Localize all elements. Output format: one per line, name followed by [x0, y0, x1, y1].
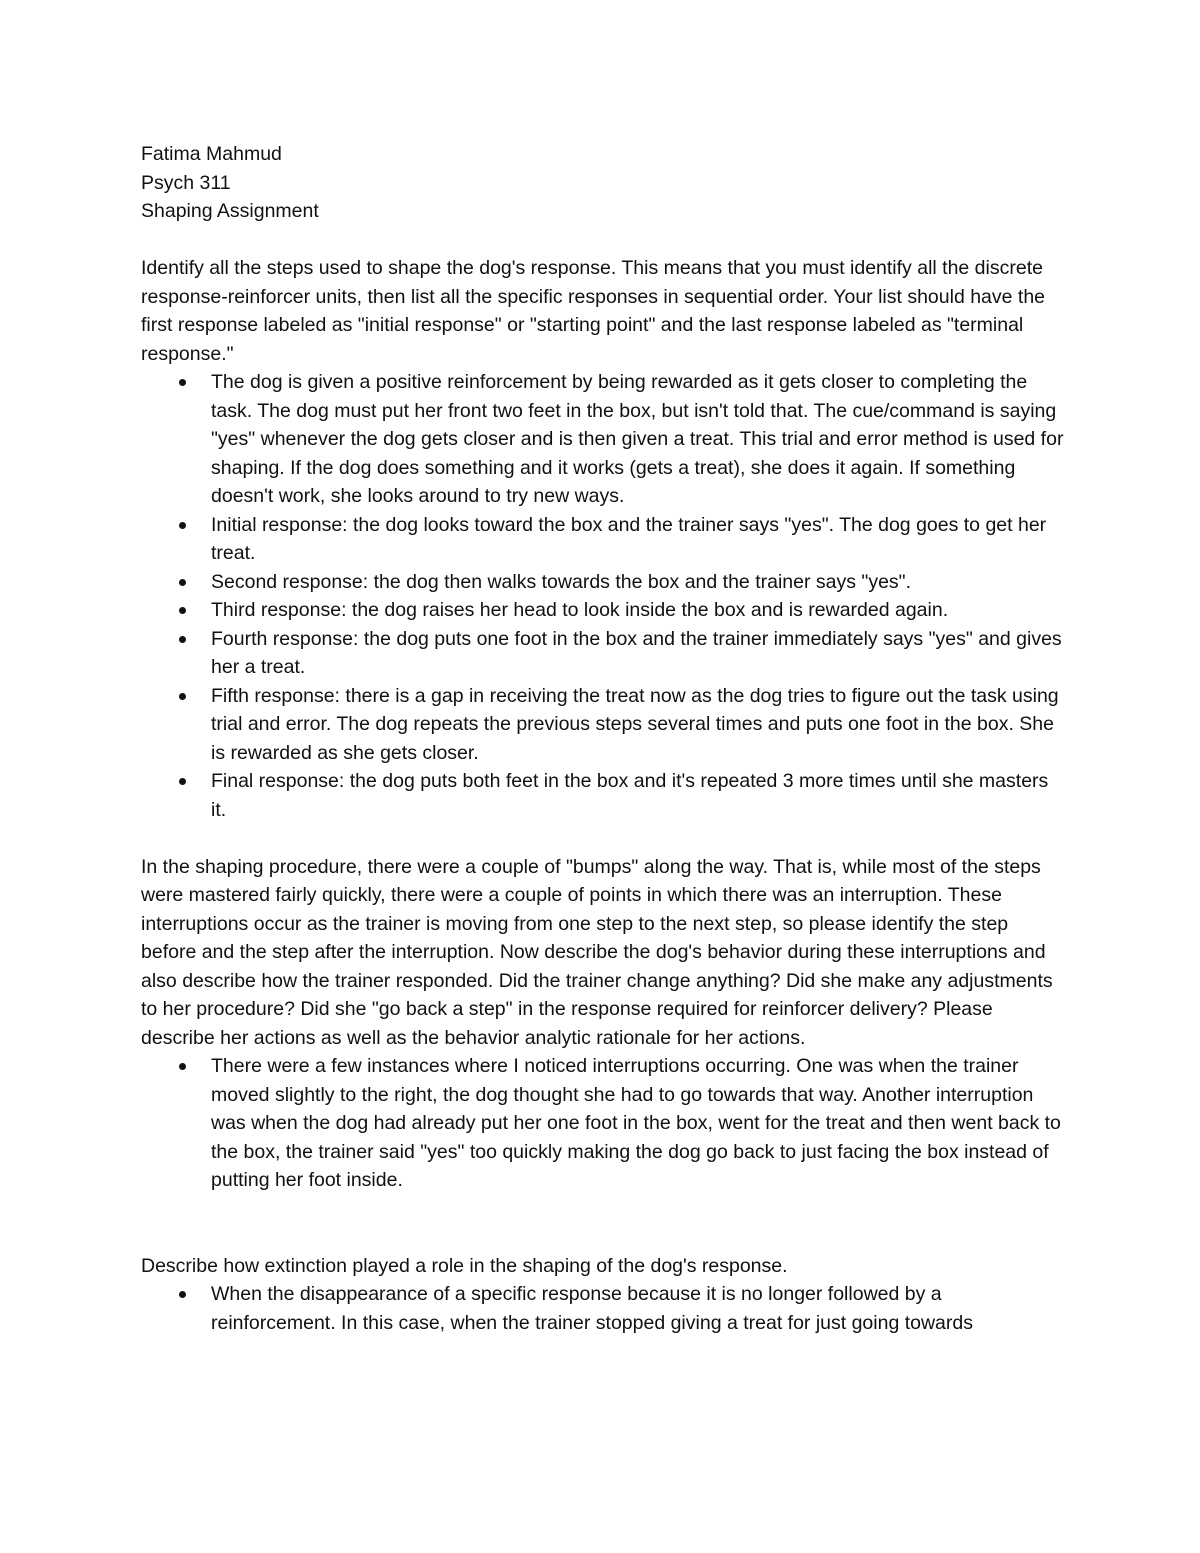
answer-3-list	[141, 1280, 1066, 1337]
list-item-text: Fourth response: the dog puts one foot in the box and the trainer immediately says "yes" and gives her a treat.	[211, 627, 1062, 678]
list-item-text: Fifth response: there is a gap in receiving the treat now as the dog tries to figure out the task using trial and error. The dog repeats the previous steps several times and puts one foot in the box. She is rewarded as she gets closer.	[211, 684, 1059, 764]
bullet-icon	[179, 778, 186, 785]
bullet-icon	[179, 1291, 186, 1298]
list-item-text: The dog is given a positive reinforcement by being rewarded as it gets closer to completing the task. The dog must put her front two feet in the box, but isn't told that. The cue/command is saying "yes" whenever the dog gets closer and is then given a treat. This trial and error method is used for shaping. If the dog does something and it works (gets a treat), she does it again. If something doesn't work, she looks around to try new ways.	[211, 371, 1064, 507]
bullet-icon	[179, 1063, 186, 1070]
answer-2-list	[141, 1052, 1066, 1195]
list-item-text: Initial response: the dog looks toward the box and the trainer says "yes". The dog goes to get her treat.	[211, 513, 1047, 564]
list-item-text: Second response: the dog then walks towards the box and the trainer says "yes".	[211, 570, 912, 593]
bullet-icon	[179, 379, 186, 386]
question-1-prompt: Identify all the steps used to shape the dog's response. This means that you must identify all the discrete response-reinforcer units, then list all the specific responses in sequential order. Your list should have the first response labeled as "initial response" or "starting point" and the last response labeled as "terminal response."	[141, 257, 1046, 365]
list-item	[211, 1052, 1066, 1195]
spacer	[141, 824, 1066, 853]
bullet-icon	[179, 636, 186, 643]
list-item	[211, 568, 1066, 597]
spacer	[141, 1195, 1066, 1252]
bullet-icon	[179, 607, 186, 614]
list-item	[211, 682, 1066, 768]
list-item	[211, 368, 1066, 511]
course-name: Psych 311	[141, 171, 231, 194]
question-2-prompt: In the shaping procedure, there were a couple of "bumps" along the way. That is, while most of the steps were mastered fairly quickly, there were a couple of points in which there was an interruption. These interruptions occur as the trainer is moving from one step to the next step, so please identify the step before and the step after the interruption. Now describe the dog's behavior during these interruptions and also describe how the trainer responded. Did the trainer change anything? Did she make any adjustments to her procedure? Did she "go back a step" in the response required for reinforcer delivery? Please describe her actions as well as the behavior analytic rationale for her actions.	[141, 855, 1053, 1049]
list-item	[211, 511, 1066, 568]
document-page	[141, 140, 1066, 1337]
assignment-title: Shaping Assignment	[141, 200, 319, 222]
answer-1-list	[141, 368, 1066, 824]
author-name: Fatima Mahmud	[141, 143, 282, 165]
list-item	[211, 767, 1066, 824]
list-item-text: There were a few instances where I noticed interruptions occurring. One was when the trainer moved slightly to the right, the dog thought she had to go towards that way. Another interruption was when the dog had already put her one foot in the box, went for the treat and then went back to the box, the trainer said "yes" too quickly making the dog go back to just facing the box instead of putting her foot inside.	[211, 1055, 1061, 1191]
question-3-prompt: Describe how extinction played a role in the shaping of the dog's response.	[141, 1254, 788, 1277]
bullet-icon	[179, 522, 186, 529]
list-item	[211, 1280, 1066, 1337]
list-item	[211, 625, 1066, 682]
bullet-icon	[179, 579, 186, 586]
list-item-text: Final response: the dog puts both feet in the box and it's repeated 3 more times until she masters it.	[211, 770, 1049, 821]
spacer	[141, 226, 1066, 255]
list-item	[211, 596, 1066, 625]
list-item-text: Third response: the dog raises her head to look inside the box and is rewarded again.	[211, 599, 949, 621]
bullet-icon	[179, 693, 186, 700]
list-item-text: When the disappearance of a specific response because it is no longer followed by a reinforcement. In this case, when the trainer stopped giving a treat for just going towards	[211, 1283, 973, 1334]
